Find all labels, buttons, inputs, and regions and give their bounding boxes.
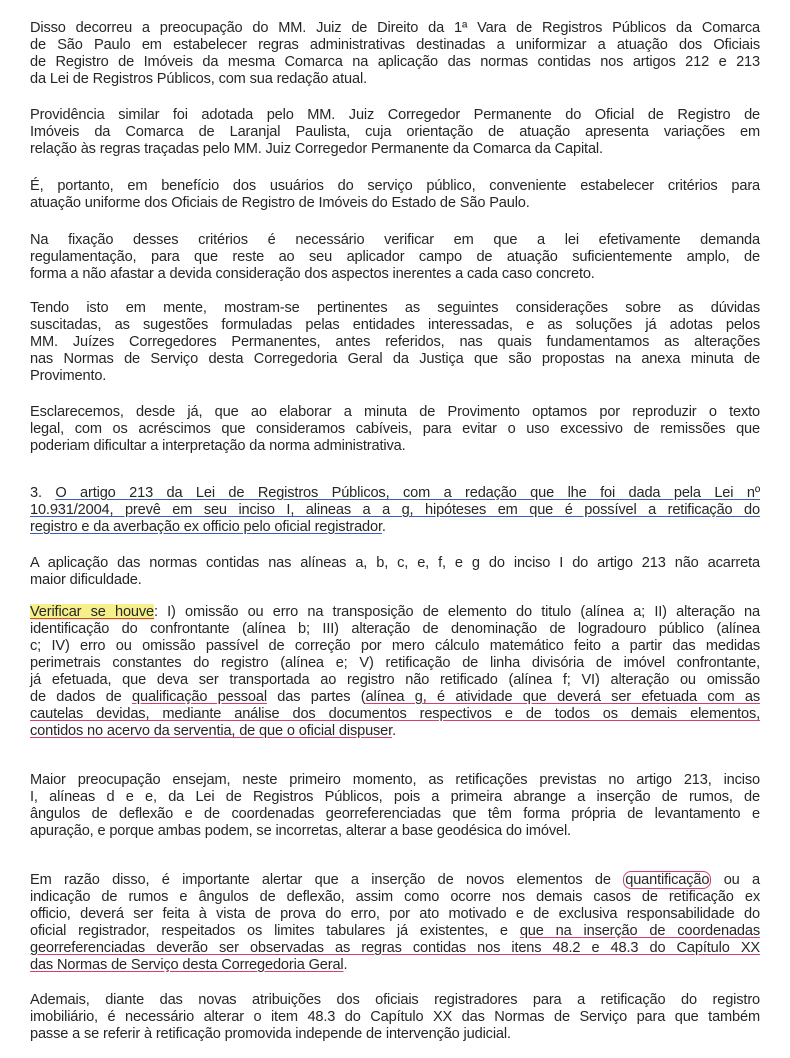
text-segment: de dados de bbox=[30, 689, 133, 705]
text-line bbox=[30, 232, 760, 249]
text-line bbox=[30, 54, 760, 71]
text-segment: apuração, e porque ambas podem, se incorretas, alterar a base geodésica do imóvel. bbox=[30, 823, 571, 839]
text-line bbox=[30, 485, 760, 502]
text-line bbox=[30, 71, 760, 88]
text-segment: . bbox=[381, 519, 386, 535]
text-segment: de Registro de Imóveis da mesma Comarca na aplicação das normas contidas nos artigos 212 e 213 bbox=[30, 54, 760, 70]
annotated-text: das Normas de Serviço desta Corregedoria Geral bbox=[30, 957, 344, 973]
text-line bbox=[30, 368, 760, 385]
annotated-text: cautelas devidas, mediante análise dos documentos respectivos e de todos os demais elementos, bbox=[30, 706, 760, 722]
text-segment: : I) omissão ou erro na transposição de elemento do titulo (alínea a; II) alteração na bbox=[154, 604, 760, 620]
text-segment: das partes ( bbox=[266, 689, 366, 705]
text-segment: c; IV) erro ou omissão passível de correção por mero cálculo matemático feito a partir das medidas bbox=[30, 638, 760, 654]
text-line bbox=[30, 789, 760, 806]
paragraph bbox=[30, 772, 760, 840]
text-segment: já efetuada, que deva ser transportada ao registro não retificado (alínea f; VI) alteração ou omissão bbox=[30, 672, 760, 688]
text-line bbox=[30, 404, 760, 421]
text-segment: oficial registrador, respeitados os limites tabulares já existentes, e bbox=[30, 923, 520, 939]
text-segment: atuação uniforme dos Oficiais de Registro de Imóveis do Estado de São Paulo. bbox=[30, 195, 530, 211]
text-line bbox=[30, 621, 760, 638]
text-segment: officio, deverá ser feita à vista de prova do erro, por ato motivado e de exclusiva responsabilidade do bbox=[30, 906, 760, 922]
annotated-text: O artigo 213 da Lei de Registros Públicos, com a redação que lhe foi dada pela Lei nº bbox=[55, 485, 760, 501]
paragraph bbox=[30, 300, 760, 385]
text-segment: legal, com os acréscimos que consideramos cabíveis, para evitar o uso excessivo de remissões que bbox=[30, 421, 760, 437]
text-segment: forma a não afastar a devida consideração dos aspectos inerentes a cada caso concreto. bbox=[30, 266, 595, 282]
text-segment: suscitadas, as sugestões formuladas pelas entidades interessadas, e as soluções já adotas pelos bbox=[30, 317, 760, 333]
text-line bbox=[30, 178, 760, 195]
text-segment: de São Paulo em estabelecer regras administrativas destinadas a uniformizar a atuação dos Oficiais bbox=[30, 37, 760, 53]
paragraph bbox=[30, 178, 760, 212]
text-line bbox=[30, 604, 760, 621]
text-line bbox=[30, 706, 760, 723]
text-line bbox=[30, 906, 760, 923]
paragraph bbox=[30, 555, 760, 589]
text-segment: ângulos de deflexão e de coordenadas georreferenciadas que têm forma própria de levantamento e bbox=[30, 806, 760, 822]
text-segment: . bbox=[343, 957, 348, 973]
text-line bbox=[30, 555, 760, 572]
annotated-text: Verificar se houve bbox=[30, 604, 154, 620]
text-line bbox=[30, 37, 760, 54]
text-line bbox=[30, 351, 760, 368]
text-line bbox=[30, 502, 760, 519]
text-line bbox=[30, 723, 760, 740]
text-line bbox=[30, 20, 760, 37]
text-line bbox=[30, 772, 760, 789]
text-segment: . bbox=[392, 723, 396, 739]
text-line bbox=[30, 992, 760, 1009]
text-segment: imobiliário, é necessário alterar o item 48.3 do Capítulo XX das Normas de Serviço para que também bbox=[30, 1009, 760, 1025]
text-line bbox=[30, 806, 760, 823]
text-line bbox=[30, 438, 760, 455]
annotated-text: registro e da averbação ex officio pelo oficial registrador bbox=[30, 519, 382, 535]
text-segment: Imóveis da Comarca de Laranjal Paulista, cuja orientação de atuação apresenta variações em bbox=[30, 124, 760, 140]
text-segment: ou a bbox=[711, 872, 760, 888]
paragraph bbox=[30, 20, 760, 88]
text-segment: 3. bbox=[30, 485, 56, 501]
text-line bbox=[30, 141, 760, 158]
text-line bbox=[30, 317, 760, 334]
text-segment: Provimento. bbox=[30, 368, 107, 384]
text-line bbox=[30, 107, 760, 124]
annotated-text: georreferenciadas deverão ser observadas as regras contidas nos itens 48.2 e 48.3 do Capítulo XX bbox=[30, 940, 760, 956]
paragraph bbox=[30, 232, 760, 283]
annotated-text: quantificação bbox=[625, 872, 710, 888]
paragraph bbox=[30, 485, 760, 536]
paragraph bbox=[30, 604, 760, 740]
text-segment: Na fixação desses critérios é necessário verificar em que a lei efetivamente demanda bbox=[30, 232, 760, 248]
text-segment: Disso decorreu a preocupação do MM. Juiz de Direito da 1ª Vara de Registros Públicos da Comarca bbox=[30, 20, 760, 36]
text-segment: I, alíneas d e e, da Lei de Registros Públicos, pois a primeira abrange a inserção de rumos, de bbox=[30, 789, 760, 805]
text-segment: regulamentação, para que reste ao seu aplicador campo de atuação suficientemente amplo, de bbox=[30, 249, 760, 265]
text-segment: da Lei de Registros Públicos, com sua redação atual. bbox=[30, 71, 367, 87]
text-line bbox=[30, 1026, 760, 1043]
text-line bbox=[30, 655, 760, 672]
text-line bbox=[30, 266, 760, 283]
text-segment: É, portanto, em benefício dos usuários do serviço público, conveniente estabelecer critérios para bbox=[30, 178, 760, 194]
text-line bbox=[30, 195, 760, 212]
text-line bbox=[30, 823, 760, 840]
text-line bbox=[30, 889, 760, 906]
text-segment: poderiam dificultar a interpretação da norma administrativa. bbox=[30, 438, 406, 454]
text-line bbox=[30, 672, 760, 689]
text-segment: nas Normas de Serviço desta Corregedoria Geral da Justiça que são propostas na anexa minuta de bbox=[30, 351, 760, 367]
paragraph bbox=[30, 992, 760, 1043]
text-segment: MM. Juízes Corregedores Permanentes, antes referidos, nas quais fundamentamos as alterações bbox=[30, 334, 760, 350]
text-line bbox=[30, 334, 760, 351]
text-line bbox=[30, 421, 760, 438]
annotated-text: 10.931/2004, prevê em seu inciso I, alineas a a g, hipóteses em que é possível a retificação do bbox=[30, 502, 760, 518]
text-line bbox=[30, 249, 760, 266]
text-segment: Maior preocupação ensejam, neste primeiro momento, as retificações previstas no artigo 213, inciso bbox=[30, 772, 760, 788]
text-segment: A aplicação das normas contidas nas alíneas a, b, c, e, f, e g do inciso I do artigo 213 não acarreta bbox=[30, 555, 760, 571]
text-segment: Providência similar foi adotada pelo MM. Juiz Corregedor Permanente do Oficial de Registro de bbox=[30, 107, 760, 123]
text-line bbox=[30, 957, 760, 974]
paragraph bbox=[30, 107, 760, 158]
text-segment: relação às regras traçadas pelo MM. Juiz Corregedor Permanente da Comarca da Capital. bbox=[30, 141, 603, 157]
text-line bbox=[30, 300, 760, 317]
text-line bbox=[30, 689, 760, 706]
annotated-text: alínea g, é atividade que deverá ser efetuada com as bbox=[365, 689, 760, 705]
text-line bbox=[30, 940, 760, 957]
text-line bbox=[30, 124, 760, 141]
text-segment: Em razão disso, é importante alertar que a inserção de novos elementos de bbox=[30, 872, 624, 888]
annotated-text: qualificação pessoal bbox=[132, 689, 267, 705]
text-line bbox=[30, 638, 760, 655]
paragraph bbox=[30, 404, 760, 455]
text-segment: maior dificuldade. bbox=[30, 572, 142, 588]
text-line bbox=[30, 519, 760, 536]
annotated-text: que na inserção de coordenadas bbox=[519, 923, 760, 939]
text-segment: identificação do confrontante (alínea b; III) alteração de denominação de logradouro público (alínea bbox=[30, 621, 760, 637]
text-segment: Esclarecemos, desde já, que ao elaborar a minuta de Provimento optamos por reproduzir o texto bbox=[30, 404, 760, 420]
annotated-text: contidos no acervo da serventia, de que o oficial dispuser bbox=[30, 723, 393, 739]
text-segment: Tendo isto em mente, mostram-se pertinentes as seguintes considerações sobre as dúvidas bbox=[30, 300, 760, 316]
paragraph bbox=[30, 872, 760, 974]
text-segment: perimetrais constantes do registro (alínea e; V) retificação de linha divisória de imóvel confrontante, bbox=[30, 655, 760, 671]
text-line bbox=[30, 572, 760, 589]
text-segment: Ademais, diante das novas atribuições dos oficiais registradores para a retificação do registro bbox=[30, 992, 760, 1008]
text-line bbox=[30, 1009, 760, 1026]
text-line bbox=[30, 923, 760, 940]
text-segment: indicação de rumos e ângulos de deflexão, assim como ocorre nos demais casos de retificação ex bbox=[30, 889, 760, 905]
text-line bbox=[30, 872, 760, 889]
text-segment: passe a se referir à retificação promovida independe de intervenção judicial. bbox=[30, 1026, 511, 1042]
